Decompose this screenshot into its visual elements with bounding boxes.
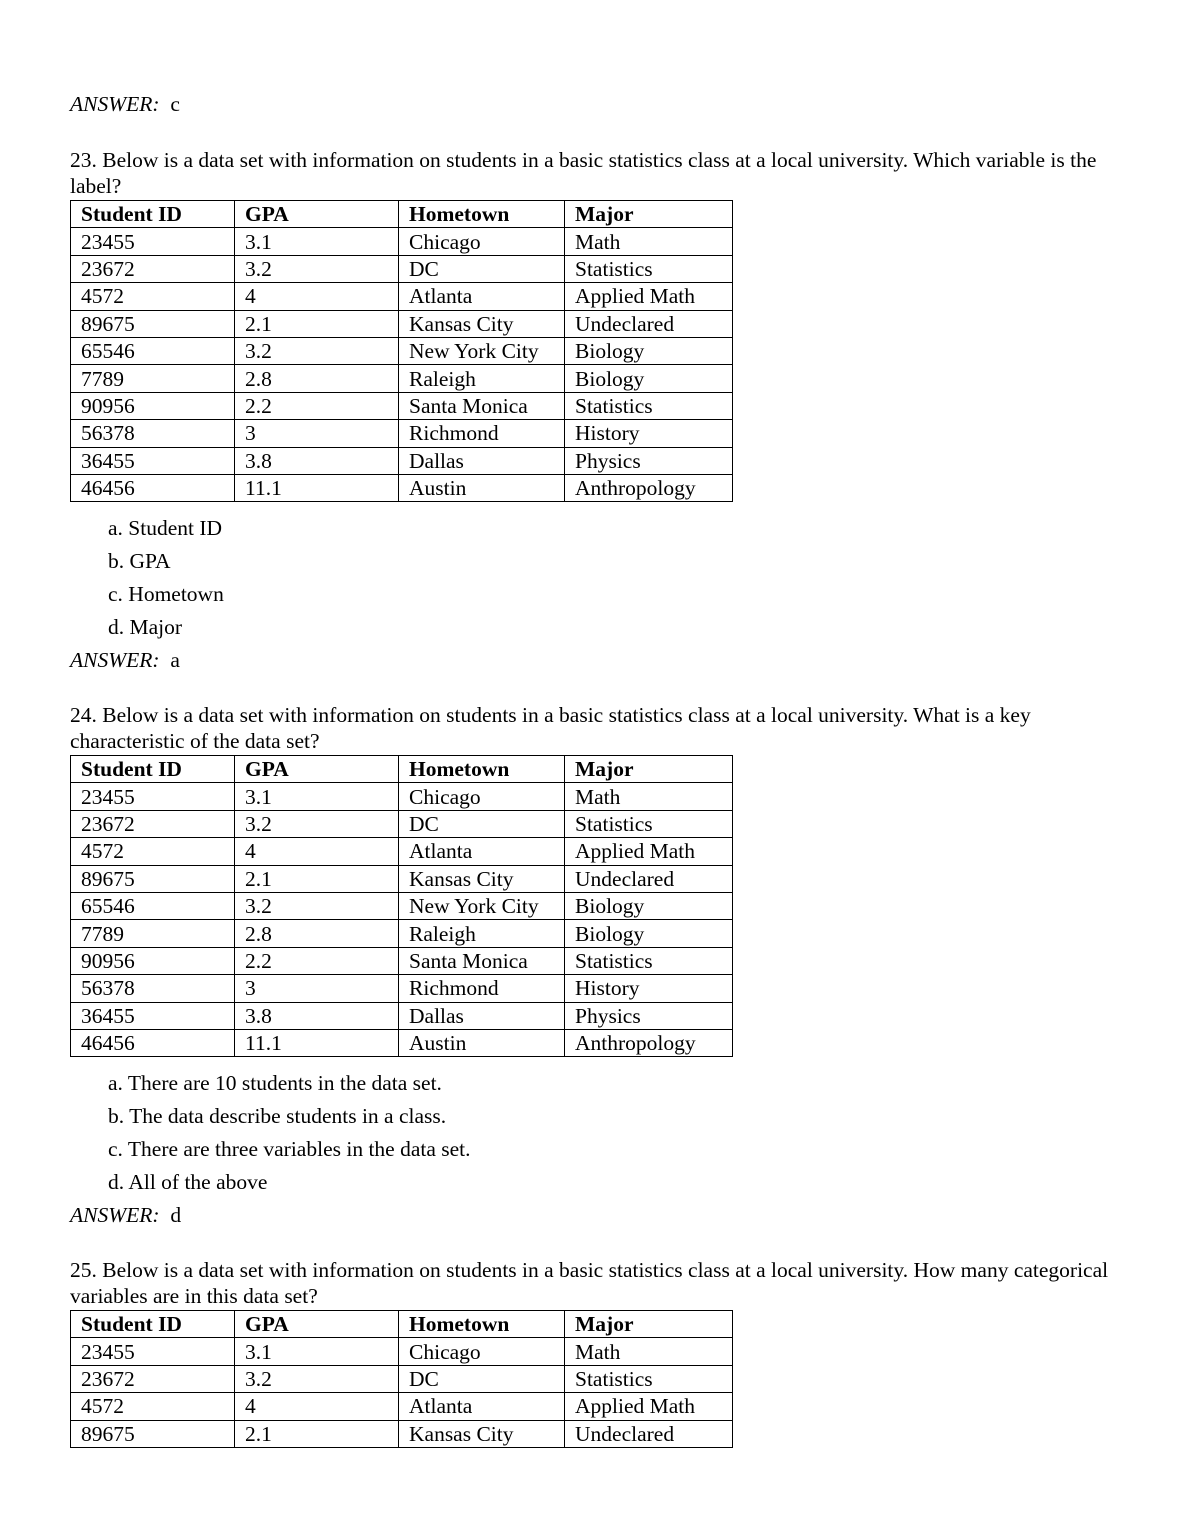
cell-student-id: 23455 xyxy=(71,783,235,810)
cell-major: Applied Math xyxy=(565,838,733,865)
cell-major: Biology xyxy=(565,892,733,919)
cell-gpa: 2.1 xyxy=(235,865,399,892)
cell-gpa: 3.1 xyxy=(235,783,399,810)
cell-gpa: 3.2 xyxy=(235,255,399,282)
cell-gpa: 2.2 xyxy=(235,947,399,974)
cell-student-id: 90956 xyxy=(71,947,235,974)
option-a: a. There are 10 students in the data set. xyxy=(108,1071,442,1095)
table-row xyxy=(71,1338,733,1365)
table-row xyxy=(71,783,733,810)
cell-major: Applied Math xyxy=(565,1393,733,1420)
table-row xyxy=(71,920,733,947)
cell-gpa: 3.2 xyxy=(235,810,399,837)
cell-hometown: Kansas City xyxy=(399,865,565,892)
cell-major: Biology xyxy=(565,920,733,947)
cell-hometown: Dallas xyxy=(399,447,565,474)
cell-major: Anthropology xyxy=(565,1029,733,1056)
cell-hometown: DC xyxy=(399,810,565,837)
header-major: Major xyxy=(565,201,733,228)
cell-hometown: Santa Monica xyxy=(399,947,565,974)
cell-student-id: 23672 xyxy=(71,1365,235,1392)
table-row xyxy=(71,310,733,337)
cell-hometown: Richmond xyxy=(399,975,565,1002)
cell-hometown: Atlanta xyxy=(399,283,565,310)
cell-student-id: 7789 xyxy=(71,920,235,947)
cell-student-id: 4572 xyxy=(71,838,235,865)
cell-major: Biology xyxy=(565,337,733,364)
cell-student-id: 56378 xyxy=(71,975,235,1002)
answer-23 xyxy=(70,647,180,673)
cell-student-id: 36455 xyxy=(71,447,235,474)
table-row xyxy=(71,947,733,974)
cell-gpa: 2.1 xyxy=(235,310,399,337)
table-row xyxy=(71,892,733,919)
table-body xyxy=(71,1338,733,1448)
answer-24 xyxy=(70,1202,181,1228)
table-row xyxy=(71,810,733,837)
option-d: d. All of the above xyxy=(108,1170,268,1194)
cell-gpa: 2.1 xyxy=(235,1420,399,1447)
cell-hometown: Kansas City xyxy=(399,1420,565,1447)
table-row xyxy=(71,1420,733,1447)
cell-student-id: 23455 xyxy=(71,228,235,255)
cell-hometown: Chicago xyxy=(399,228,565,255)
table-header-row xyxy=(71,756,733,783)
cell-hometown: Kansas City xyxy=(399,310,565,337)
answer-label: ANSWER: xyxy=(70,648,160,672)
cell-student-id: 23672 xyxy=(71,810,235,837)
cell-student-id: 89675 xyxy=(71,1420,235,1447)
cell-major: Applied Math xyxy=(565,283,733,310)
option-c: c. There are three variables in the data set. xyxy=(108,1137,471,1161)
question-24-options xyxy=(108,1069,471,1201)
table-body xyxy=(71,228,733,502)
question-24-text: 24. Below is a data set with information on students in a basic statistics class at a local university. What is a key characteristic of the data set? xyxy=(70,703,1031,753)
cell-hometown: New York City xyxy=(399,892,565,919)
cell-major: History xyxy=(565,975,733,1002)
cell-major: Biology xyxy=(565,365,733,392)
question-23-table xyxy=(70,200,733,502)
table-row xyxy=(71,1393,733,1420)
table-row xyxy=(71,1365,733,1392)
header-hometown: Hometown xyxy=(399,756,565,783)
answer-prev xyxy=(70,91,180,117)
option-c: c. Hometown xyxy=(108,582,224,606)
cell-student-id: 56378 xyxy=(71,420,235,447)
cell-major: Statistics xyxy=(565,947,733,974)
cell-gpa: 4 xyxy=(235,838,399,865)
table-row xyxy=(71,474,733,501)
cell-gpa: 2.8 xyxy=(235,365,399,392)
header-gpa: GPA xyxy=(235,756,399,783)
cell-gpa: 11.1 xyxy=(235,1029,399,1056)
cell-hometown: DC xyxy=(399,255,565,282)
header-gpa: GPA xyxy=(235,1311,399,1338)
question-23-text: 23. Below is a data set with information on students in a basic statistics class at a local university. Which variable is the label? xyxy=(70,148,1097,198)
cell-student-id: 36455 xyxy=(71,1002,235,1029)
header-major: Major xyxy=(565,756,733,783)
cell-major: Anthropology xyxy=(565,474,733,501)
cell-major: Statistics xyxy=(565,1365,733,1392)
header-student-id: Student ID xyxy=(71,1311,235,1338)
cell-hometown: DC xyxy=(399,1365,565,1392)
table-row xyxy=(71,975,733,1002)
header-hometown: Hometown xyxy=(399,1311,565,1338)
cell-major: Statistics xyxy=(565,392,733,419)
cell-student-id: 65546 xyxy=(71,892,235,919)
cell-major: Physics xyxy=(565,447,733,474)
cell-student-id: 46456 xyxy=(71,1029,235,1056)
table-row xyxy=(71,1029,733,1056)
cell-student-id: 23455 xyxy=(71,1338,235,1365)
answer-value: d xyxy=(170,1203,182,1227)
table-row xyxy=(71,255,733,282)
cell-gpa: 4 xyxy=(235,1393,399,1420)
question-25-table xyxy=(70,1310,733,1448)
table-header-row xyxy=(71,1311,733,1338)
cell-gpa: 3.1 xyxy=(235,228,399,255)
cell-major: History xyxy=(565,420,733,447)
cell-hometown: Raleigh xyxy=(399,920,565,947)
table-row xyxy=(71,365,733,392)
cell-major: Undeclared xyxy=(565,310,733,337)
cell-gpa: 3.8 xyxy=(235,447,399,474)
table-row xyxy=(71,865,733,892)
cell-student-id: 65546 xyxy=(71,337,235,364)
answer-value: c xyxy=(170,92,180,116)
question-23-options xyxy=(108,514,224,646)
cell-gpa: 2.8 xyxy=(235,920,399,947)
cell-hometown: New York City xyxy=(399,337,565,364)
cell-major: Undeclared xyxy=(565,865,733,892)
table-row xyxy=(71,392,733,419)
cell-gpa: 2.2 xyxy=(235,392,399,419)
cell-hometown: Raleigh xyxy=(399,365,565,392)
cell-gpa: 3.8 xyxy=(235,1002,399,1029)
option-b: b. GPA xyxy=(108,549,171,573)
table-body xyxy=(71,783,733,1057)
cell-hometown: Chicago xyxy=(399,1338,565,1365)
header-gpa: GPA xyxy=(235,201,399,228)
question-24-table xyxy=(70,755,733,1057)
cell-student-id: 23672 xyxy=(71,255,235,282)
cell-hometown: Santa Monica xyxy=(399,392,565,419)
answer-value: a xyxy=(170,648,180,672)
table-row xyxy=(71,337,733,364)
option-b: b. The data describe students in a class. xyxy=(108,1104,447,1128)
cell-major: Physics xyxy=(565,1002,733,1029)
cell-gpa: 3.2 xyxy=(235,892,399,919)
question-25-text: 25. Below is a data set with information on students in a basic statistics class at a local university. How many categorical variables are in this data set? xyxy=(70,1258,1109,1308)
cell-gpa: 3.2 xyxy=(235,337,399,364)
cell-hometown: Richmond xyxy=(399,420,565,447)
cell-student-id: 4572 xyxy=(71,1393,235,1420)
cell-major: Statistics xyxy=(565,810,733,837)
cell-major: Math xyxy=(565,228,733,255)
cell-major: Undeclared xyxy=(565,1420,733,1447)
cell-hometown: Atlanta xyxy=(399,1393,565,1420)
cell-hometown: Dallas xyxy=(399,1002,565,1029)
answer-label: ANSWER: xyxy=(70,1203,160,1227)
table-row xyxy=(71,1002,733,1029)
table-row xyxy=(71,228,733,255)
cell-hometown: Atlanta xyxy=(399,838,565,865)
cell-student-id: 89675 xyxy=(71,865,235,892)
cell-student-id: 90956 xyxy=(71,392,235,419)
header-major: Major xyxy=(565,1311,733,1338)
header-hometown: Hometown xyxy=(399,201,565,228)
option-d: d. Major xyxy=(108,615,183,639)
cell-student-id: 89675 xyxy=(71,310,235,337)
header-student-id: Student ID xyxy=(71,756,235,783)
table-row xyxy=(71,283,733,310)
cell-hometown: Austin xyxy=(399,1029,565,1056)
table-row xyxy=(71,420,733,447)
cell-gpa: 3.2 xyxy=(235,1365,399,1392)
cell-student-id: 46456 xyxy=(71,474,235,501)
cell-hometown: Austin xyxy=(399,474,565,501)
table-header-row xyxy=(71,201,733,228)
table-row xyxy=(71,447,733,474)
cell-gpa: 3.1 xyxy=(235,1338,399,1365)
cell-student-id: 4572 xyxy=(71,283,235,310)
table-row xyxy=(71,838,733,865)
cell-gpa: 3 xyxy=(235,975,399,1002)
option-a: a. Student ID xyxy=(108,516,223,540)
cell-major: Statistics xyxy=(565,255,733,282)
cell-major: Math xyxy=(565,1338,733,1365)
answer-label: ANSWER: xyxy=(70,92,160,116)
cell-gpa: 4 xyxy=(235,283,399,310)
cell-major: Math xyxy=(565,783,733,810)
header-student-id: Student ID xyxy=(71,201,235,228)
cell-student-id: 7789 xyxy=(71,365,235,392)
cell-gpa: 3 xyxy=(235,420,399,447)
cell-gpa: 11.1 xyxy=(235,474,399,501)
cell-hometown: Chicago xyxy=(399,783,565,810)
